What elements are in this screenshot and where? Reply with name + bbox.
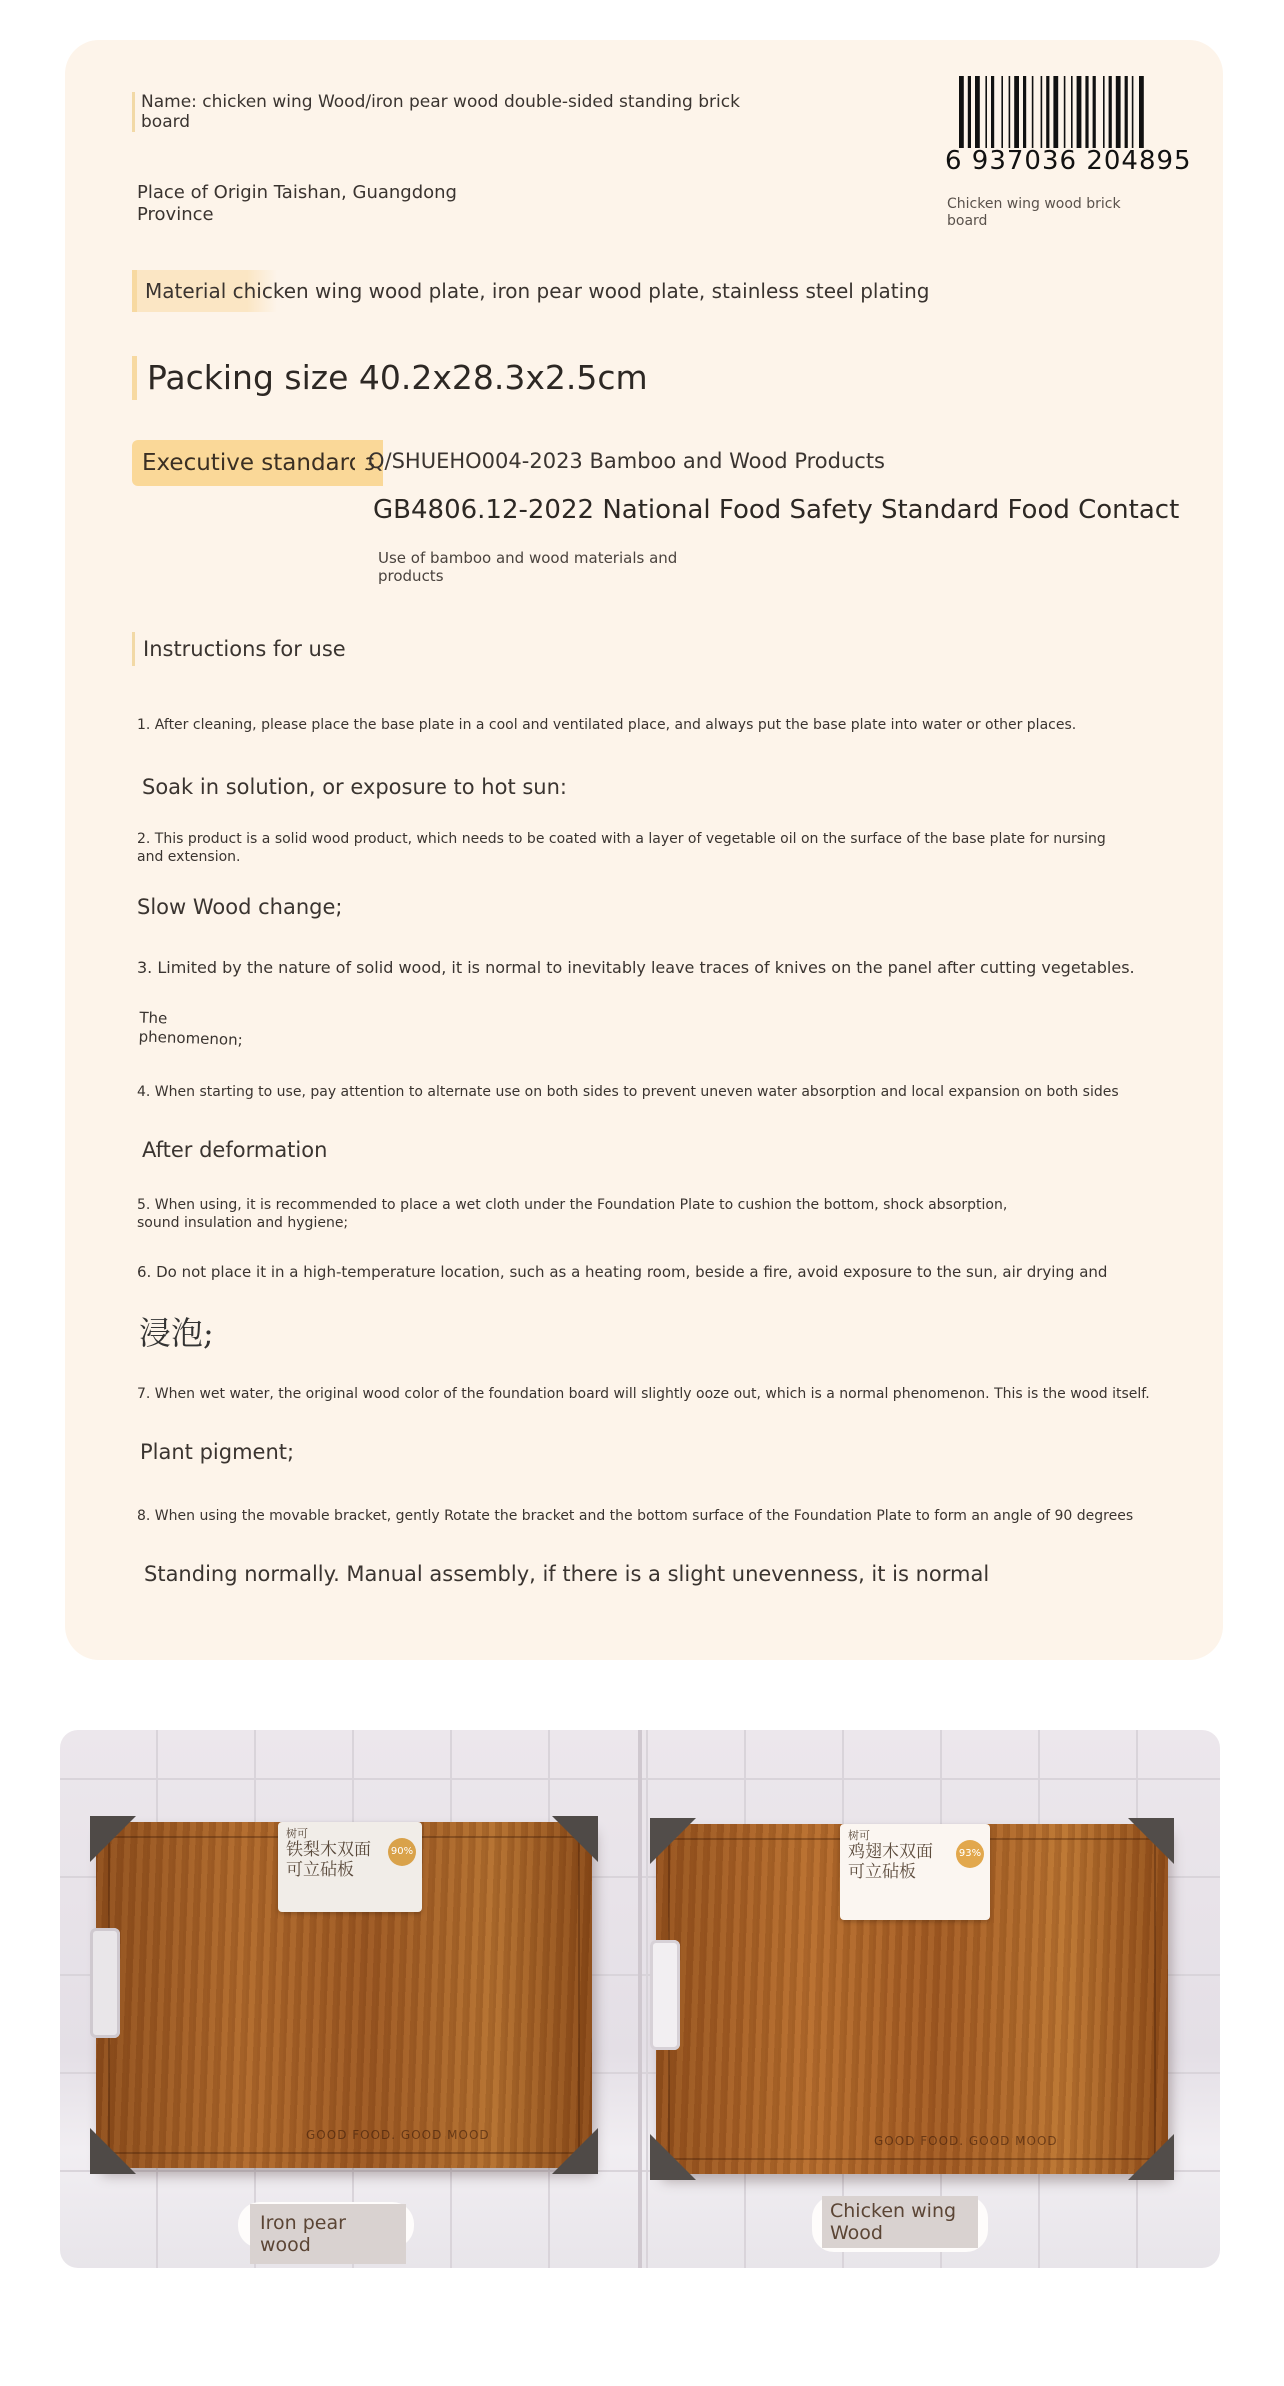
engraving: GOOD FOOD. GOOD MOOD: [874, 2134, 1058, 2148]
barcode-bar: [1109, 76, 1112, 148]
corner-guard: [90, 1816, 136, 1862]
corner-guard: [1128, 1818, 1174, 1864]
standard-line-3: Use of bamboo and wood materials and products: [378, 549, 678, 585]
wall-corner-line: [638, 1730, 642, 2268]
board-handle: [650, 1940, 680, 2050]
barcode-number: 6 937036 204895: [945, 146, 1192, 176]
instruction-line: After deformation: [142, 1138, 328, 1162]
chicken-wing-board: [656, 1824, 1168, 2174]
tag-badge: 93%: [956, 1840, 984, 1868]
caption-chicken-wing-wood: Chicken wing Wood: [822, 2196, 978, 2248]
material: Material chicken wing wood plate, iron pear wood plate, stainless steel plating: [132, 270, 930, 312]
barcode-bar: [1041, 76, 1043, 148]
barcode-bar: [975, 76, 980, 148]
instruction-line: Standing normally. Manual assembly, if there is a slight unevenness, it is normal: [144, 1562, 990, 1586]
barcode-bar: [1014, 76, 1019, 148]
spec-card: [65, 40, 1223, 1660]
tag-brand: 树可: [848, 1829, 870, 1842]
instruction-line: 7. When wet water, the original wood color of the foundation board will slightly ooze out, which is a normal phenomenon. This is the wood itself.: [137, 1386, 1150, 1402]
corner-guard: [1128, 2134, 1174, 2180]
barcode-bar: [1032, 76, 1034, 148]
standard-line-2: GB4806.12-2022 National Food Safety Standard Food Contact: [373, 495, 1180, 525]
barcode-bar: [1053, 76, 1058, 148]
instruction-line: The phenomenon;: [138, 1008, 243, 1050]
product-tag: [840, 1824, 990, 1920]
corner-guard: [650, 2134, 696, 2180]
barcode-bar: [1116, 76, 1121, 148]
corner-guard: [552, 2128, 598, 2174]
barcode-bar: [1064, 76, 1066, 148]
caption-iron-pear-wood: Iron pear wood: [250, 2204, 406, 2264]
barcode-bar: [991, 76, 994, 148]
barcode-caption: Chicken wing wood brick board: [947, 196, 1121, 229]
barcode-bar: [1093, 76, 1096, 148]
barcode-bar: [1077, 76, 1082, 148]
board-handle: [90, 1928, 120, 2038]
instruction-line: 1. After cleaning, please place the base plate in a cool and ventilated place, and always put the base plate into water or other places.: [137, 717, 1077, 733]
instruction-line: 浸泡;: [139, 1314, 214, 1352]
barcode-bar: [1132, 76, 1134, 148]
barcode-bar: [1125, 76, 1128, 148]
tag-badge: 90%: [388, 1838, 416, 1866]
badge-arrow: [355, 440, 369, 486]
tag-title: 可立砧板: [286, 1860, 354, 1880]
tag-title: 铁梨木双面: [286, 1840, 371, 1860]
tag-title: 可立砧板: [848, 1862, 916, 1882]
instruction-line: 4. When starting to use, pay attention to alternate use on both sides to prevent uneven water absorption and local expansion on both sides: [137, 1084, 1119, 1100]
barcode-bar: [1103, 76, 1105, 148]
barcode-bar: [1023, 76, 1026, 148]
barcode-bars: [945, 76, 1185, 148]
barcode-bar: [968, 76, 971, 148]
barcode-bar: [1046, 76, 1049, 148]
instruction-line: 5. When using, it is recommended to place a wet cloth under the Foundation Plate to cushion the bottom, shock absorption, sound insulation and hygiene;: [137, 1197, 1008, 1231]
barcode-bar: [985, 76, 987, 148]
corner-guard: [650, 1818, 696, 1864]
product-name: Name: chicken wing Wood/iron pear wood double-sided standing brick board: [132, 92, 741, 132]
place-of-origin: Place of Origin Taishan, Guangdong Province: [137, 182, 457, 225]
instruction-line: Slow Wood change;: [137, 895, 343, 919]
corner-guard: [552, 1816, 598, 1862]
engraving: GOOD FOOD. GOOD MOOD: [306, 2128, 490, 2142]
product-tag: [278, 1822, 422, 1912]
iron-pear-board: [96, 1822, 592, 2168]
barcode-bar: [1001, 76, 1003, 148]
barcode-bar: [1085, 76, 1088, 148]
instruction-line: Plant pigment;: [140, 1440, 295, 1464]
instruction-line: 2. This product is a solid wood product, which needs to be coated with a layer of vegetable oil on the surface of the base plate for nursing and extension.: [137, 831, 1106, 865]
barcode-bar: [959, 76, 964, 148]
instruction-line: 3. Limited by the nature of solid wood, it is normal to inevitably leave traces of knives on the panel after cutting vegetables.: [137, 958, 1135, 977]
instruction-line: 8. When using the movable bracket, gently Rotate the bracket and the bottom surface of the Foundation Plate to form an angle of 90 degrees: [137, 1508, 1134, 1524]
packing-size: Packing size 40.2x28.3x2.5cm: [132, 356, 648, 400]
barcode-bar: [1009, 76, 1011, 148]
instruction-line: 6. Do not place it in a high-temperature location, such as a heating room, beside a fire, avoid exposure to the sun, air drying and: [137, 1263, 1108, 1281]
barcode-bar: [1071, 76, 1073, 148]
barcode: [945, 76, 1192, 176]
instruction-line: Soak in solution, or exposure to hot sun:: [142, 775, 568, 799]
product-photo: [60, 1730, 1220, 2268]
tag-brand: 树可: [286, 1827, 308, 1840]
standard-line-1: Q/SHUEHO004-2023 Bamboo and Wood Products: [368, 449, 885, 473]
tag-title: 鸡翅木双面: [848, 1842, 933, 1862]
barcode-bar: [1139, 76, 1144, 148]
executive-standards-badge: Executive standards: [132, 440, 383, 486]
instructions-title: Instructions for use: [132, 632, 346, 666]
corner-guard: [90, 2128, 136, 2174]
